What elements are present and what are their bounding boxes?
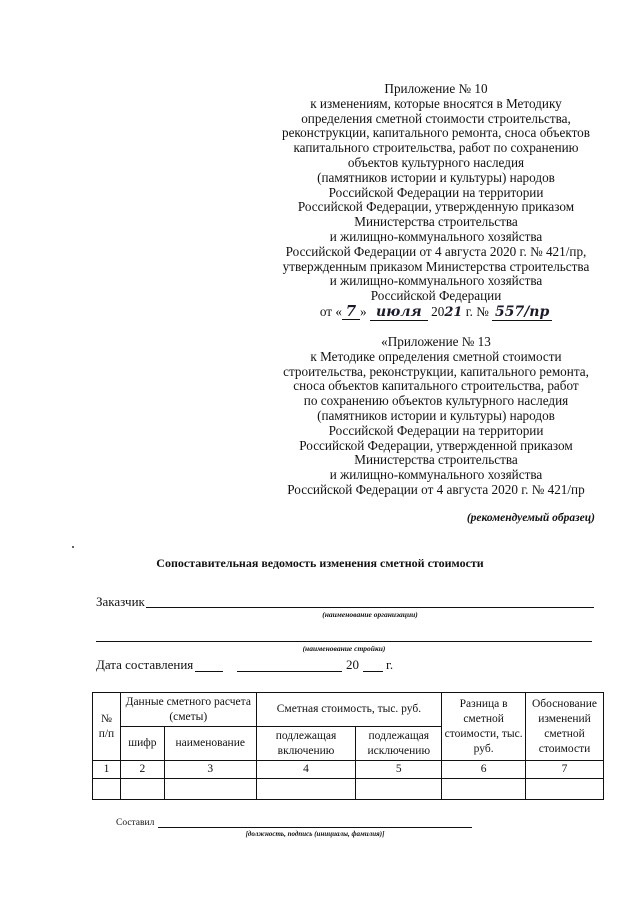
date-year-blank[interactable] bbox=[363, 671, 383, 672]
date-year-suffix: г. № bbox=[465, 303, 489, 319]
date-mid: » bbox=[359, 303, 367, 319]
empty-cell[interactable] bbox=[120, 779, 164, 800]
appendix-line: (памятников истории и культуры) народов bbox=[317, 169, 555, 185]
quote-line: сноса объектов капитального строительства, работ bbox=[293, 378, 579, 394]
column-number: 3 bbox=[164, 761, 256, 779]
signature-label: Составил bbox=[116, 818, 155, 828]
date-year-suffix-label: г. bbox=[386, 657, 394, 672]
header-estimate-group: Данные сметного расчета (сметы) bbox=[120, 693, 256, 727]
appendix-line: утвержденным приказом Министерства строительства bbox=[282, 258, 590, 274]
column-number: 6 bbox=[442, 761, 526, 779]
quote-line: Российской Федерации от 4 августа 2020 г. № 421/пр bbox=[287, 481, 585, 497]
header-num: № п/п bbox=[93, 693, 121, 761]
column-number: 7 bbox=[526, 761, 604, 779]
appendix-line: капитального строительства, работ по сохранению bbox=[293, 140, 579, 156]
customer-caption: (наименование организации) bbox=[322, 610, 418, 619]
date-day-blank[interactable] bbox=[195, 671, 223, 672]
date-year-prefix-label: 20 bbox=[346, 657, 359, 672]
empty-cell[interactable] bbox=[356, 779, 442, 800]
scan-speck bbox=[72, 546, 74, 548]
form-title: Сопоставительная ведомость изменения сметной стоимости bbox=[156, 556, 484, 570]
date-month: июля bbox=[370, 305, 428, 321]
header-difference: Разница в сметной стоимости, тыс. руб. bbox=[442, 693, 526, 761]
quote-line: (памятников истории и культуры) народов bbox=[317, 407, 555, 423]
date-prefix: от « bbox=[319, 303, 342, 319]
quote-line: и жилищно-коммунального хозяйства bbox=[329, 467, 543, 483]
date-month-blank[interactable] bbox=[237, 671, 342, 672]
date-compiled-label: Дата составления bbox=[96, 657, 194, 672]
table-row bbox=[93, 779, 604, 800]
column-number: 2 bbox=[120, 761, 164, 779]
date-year-prefix: 20 bbox=[431, 303, 445, 319]
header-include: подлежащая включению bbox=[256, 727, 356, 761]
construction-field-line[interactable] bbox=[96, 641, 592, 642]
column-number: 4 bbox=[256, 761, 356, 779]
date-year: 21 bbox=[444, 304, 463, 320]
appendix-line: и жилищно-коммунального хозяйства bbox=[329, 228, 543, 244]
customer-label: Заказчик bbox=[96, 594, 145, 609]
signature-field-line[interactable] bbox=[158, 827, 472, 828]
order-date-line bbox=[280, 301, 592, 321]
construction-caption: (наименование стройки) bbox=[302, 644, 386, 653]
appendix-line: объектов культурного наследия bbox=[347, 154, 525, 170]
table-header-row bbox=[93, 693, 604, 727]
quote-line: к Методике определения сметной стоимости bbox=[310, 348, 562, 364]
header-exclude: подлежащая исключению bbox=[356, 727, 442, 761]
comparison-table bbox=[92, 692, 604, 800]
column-number: 5 bbox=[356, 761, 442, 779]
appendix-line: Российской Федерации от 4 августа 2020 г. № 421/пр, bbox=[285, 243, 587, 259]
empty-cell[interactable] bbox=[93, 779, 121, 800]
signature-caption: [должность, подпись (инициалы, фамилия)] bbox=[245, 830, 385, 838]
appendix-line: реконструкции, капитального ремонта, сноса объектов bbox=[281, 125, 590, 141]
empty-cell[interactable] bbox=[164, 779, 256, 800]
appendix-line: Министерства строительства bbox=[354, 214, 518, 230]
empty-cell[interactable] bbox=[256, 779, 356, 800]
quote-line: Министерства строительства bbox=[354, 452, 518, 468]
appendix-quote bbox=[280, 335, 592, 498]
order-number: 557/пр bbox=[492, 305, 552, 321]
quote-line: Российской Федерации, утвержденной приказом bbox=[299, 437, 573, 453]
appendix-line: Российской Федерации на территории bbox=[328, 184, 544, 200]
header-name: наименование bbox=[164, 727, 256, 761]
empty-cell[interactable] bbox=[442, 779, 526, 800]
customer-field-line[interactable] bbox=[146, 607, 594, 608]
quote-line: Российской Федерации на территории bbox=[328, 422, 544, 438]
quote-line: по сохранению объектов культурного наследия bbox=[303, 393, 569, 409]
appendix-line: Российской Федерации bbox=[370, 288, 502, 304]
appendix-line: Приложение № 10 bbox=[384, 81, 488, 96]
column-number: 1 bbox=[93, 761, 121, 779]
appendix-line: Российской Федерации, утвержденную приказом bbox=[297, 199, 575, 215]
appendix-line: и жилищно-коммунального хозяйства bbox=[329, 273, 543, 289]
empty-cell[interactable] bbox=[526, 779, 604, 800]
date-day: 7 bbox=[342, 304, 360, 320]
appendix-line: определения сметной стоимости строительства, bbox=[301, 110, 571, 126]
header-reason: Обоснование изменений сметной стоимости bbox=[526, 693, 604, 761]
sample-note: (рекомендуемый образец) bbox=[466, 512, 595, 524]
header-cost-group: Сметная стоимость, тыс. руб. bbox=[256, 693, 442, 727]
appendix-header bbox=[280, 82, 592, 321]
column-number-row bbox=[93, 761, 604, 779]
quote-line: строительства, реконструкции, капитального ремонта, bbox=[283, 363, 589, 379]
quote-line: «Приложение № 13 bbox=[381, 334, 491, 349]
appendix-line: к изменениям, которые вносятся в Методику bbox=[310, 95, 562, 111]
header-code: шифр bbox=[120, 727, 164, 761]
